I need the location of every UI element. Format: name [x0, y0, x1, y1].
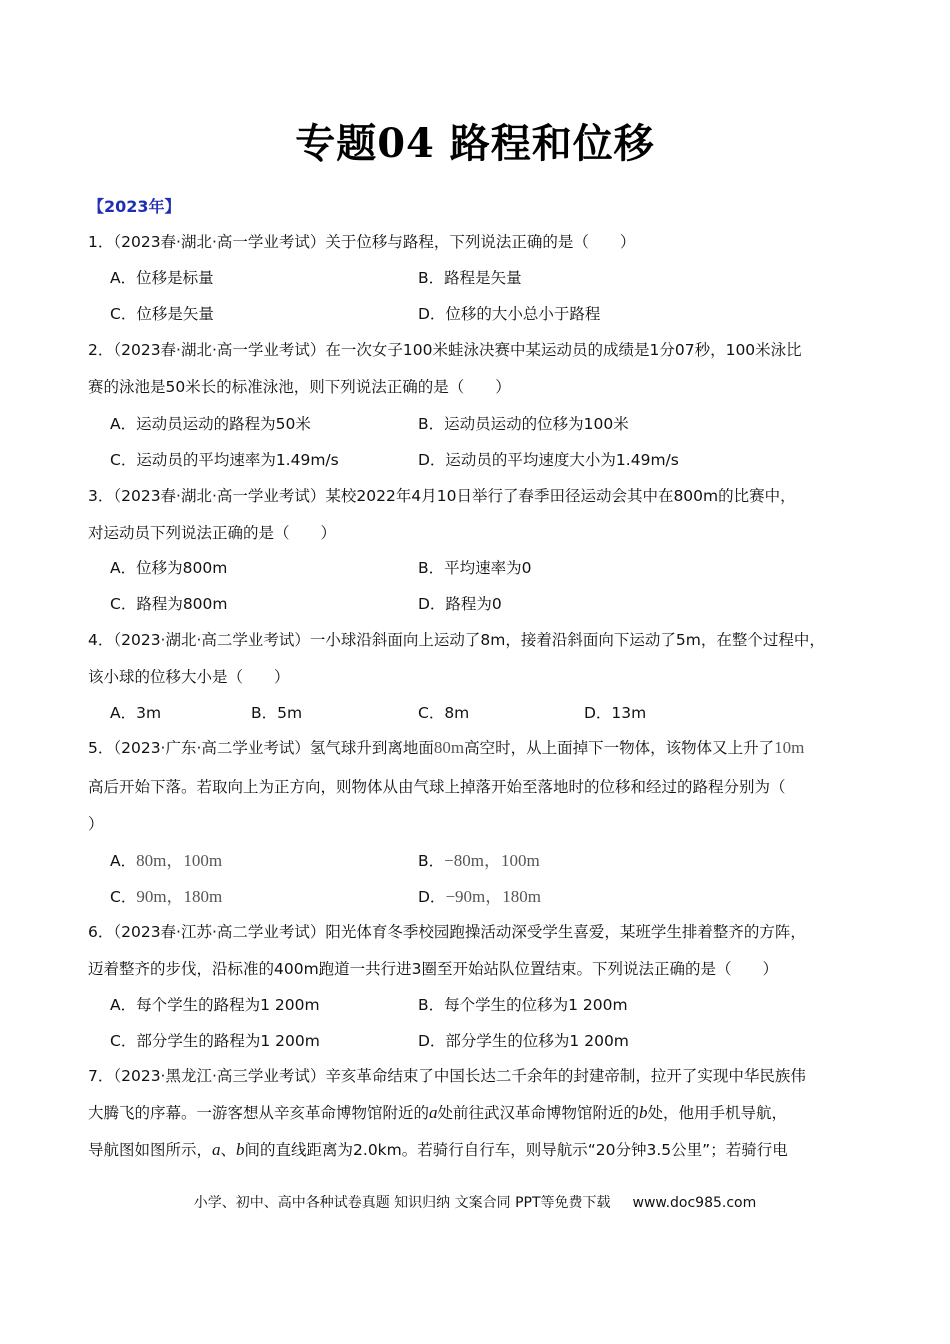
question-5-option-b	[418, 846, 540, 871]
question-5-stem-line-1	[88, 736, 804, 758]
question-3-stem-line-2: 对运动员下列说法正确的是（ ）	[88, 524, 337, 542]
question-5-option-c	[110, 882, 222, 907]
footer-link[interactable]: www.doc985.com	[632, 1195, 757, 1211]
question-6-option-d: D．部分学生的位移为1 200m	[418, 1032, 629, 1050]
question-2-stem-line-1: 2．（2023春·湖北·高一学业考试）在一次女子100米蛙泳决赛中某运动员的成绩是1分07秒，100米泳比	[88, 341, 802, 359]
footer-text: 小学、初中、高中各种试卷真题 知识归纳 文案合同 PPT等免费下载	[193, 1195, 611, 1211]
variable-a: a	[429, 1103, 438, 1122]
question-7-stem-line-3	[88, 1138, 788, 1160]
question-2-option-a: A．运动员运动的路程为50米	[110, 415, 311, 433]
question-3-option-a: A．位移为800m	[110, 559, 228, 577]
option-a-label: A．	[110, 852, 137, 870]
question-3-stem-line-1: 3．（2023春·湖北·高一学业考试）某校2022年4月10日举行了春季田径运动会其中在800m的比赛中，	[88, 487, 796, 505]
question-5-stem-line-2: 高后开始下落。若取向上为正方向，则物体从由气球上掉落开始至落地时的位移和经过的路程分别为（	[88, 778, 786, 796]
question-5-stem-part-2: 高空时，从上面掉下一物体，该物体又上升了	[464, 739, 775, 757]
variable-b: b	[639, 1103, 648, 1122]
question-2-option-d: D．运动员的平均速度大小为1.49m/s	[418, 451, 679, 469]
page-title: 专题04 路程和位移	[295, 120, 655, 167]
question-6-option-c: C．部分学生的路程为1 200m	[110, 1032, 320, 1050]
math-10m: 10m	[774, 738, 805, 757]
option-a-value: 80m，100m	[136, 851, 223, 870]
question-7-line-3-part-2: 、	[220, 1141, 237, 1159]
option-b-label: B．	[418, 852, 445, 870]
variable-b: b	[236, 1140, 245, 1159]
question-2-stem-line-2: 赛的泳池是50米长的标准泳池，则下列说法正确的是（ ）	[88, 378, 511, 396]
question-3-option-b: B．平均速率为0	[418, 559, 532, 577]
option-d-label: D．	[418, 888, 446, 906]
math-80m: 80m	[433, 738, 465, 757]
variable-a: a	[212, 1140, 221, 1159]
year-section-tag: 【2023年】	[88, 197, 181, 216]
question-4-option-c: C．8m	[418, 704, 470, 722]
question-4-option-a: A．3m	[110, 704, 162, 722]
question-6-option-a: A．每个学生的路程为1 200m	[110, 996, 320, 1014]
question-7-line-3-part-3: 间的直线距离为2.0km。若骑行自行车，则导航示“20分钟3.5公里”；若骑行电	[244, 1141, 788, 1159]
question-1-option-d: D．位移的大小总小于路程	[418, 305, 601, 323]
option-c-label: C．	[110, 888, 137, 906]
question-6-stem-line-1: 6．（2023春·江苏·高二学业考试）阳光体育冬季校园跑操活动深受学生喜爱，某班学生排着整齐的方阵，	[88, 923, 806, 941]
question-2-option-c: C．运动员的平均速率为1.49m/s	[110, 451, 339, 469]
question-5-option-a	[110, 846, 222, 871]
question-5-stem-part-1: 5．（2023·广东·高二学业考试）氢气球升到离地面	[88, 739, 434, 757]
question-7-line-2-part-3: 处，他用手机导航，	[647, 1104, 788, 1122]
question-7-stem-line-1: 7．（2023·黑龙江·高三学业考试）辛亥革命结束了中国长达二千余年的封建帝制，拉开了实现中华民族伟	[88, 1067, 806, 1085]
question-7-line-2-part-1: 大腾飞的序幕。一游客想从辛亥革命博物馆附近的	[88, 1104, 430, 1122]
question-4-option-b: B．5m	[251, 704, 303, 722]
option-b-value: −80m，100m	[444, 851, 540, 870]
question-5-option-d	[418, 882, 541, 907]
question-4-stem-line-2: 该小球的位移大小是（ ）	[88, 668, 290, 686]
question-5-stem-line-3: ）	[88, 815, 104, 833]
question-7-line-2-part-2: 处前往武汉革命博物馆附近的	[437, 1104, 640, 1122]
page-footer	[0, 1192, 950, 1212]
question-1-option-b: B．路程是矢量	[418, 269, 522, 287]
question-4-stem-line-1: 4．（2023·湖北·高二学业考试）一小球沿斜面向上运动了8m，接着沿斜面向下运动了5m，在整个过程中，	[88, 631, 825, 649]
question-6-stem-line-2: 迈着整齐的步伐，沿标准的400m跑道一共行进3圈至开始站队位置结束。下列说法正确的是（ ）	[88, 960, 779, 978]
question-3-option-c: C．路程为800m	[110, 595, 228, 613]
question-6-option-b: B．每个学生的位移为1 200m	[418, 996, 628, 1014]
question-3-option-d: D．路程为0	[418, 595, 502, 613]
option-c-value: 90m，180m	[136, 887, 223, 906]
question-1-option-a: A．位移是标量	[110, 269, 214, 287]
question-4-option-d: D．13m	[584, 704, 647, 722]
question-2-option-b: B．运动员运动的位移为100米	[418, 415, 629, 433]
question-7-line-3-part-1: 导航图如图所示，	[88, 1141, 213, 1159]
question-7-stem-line-2	[88, 1101, 787, 1123]
question-1-option-c: C．位移是矢量	[110, 305, 214, 323]
option-d-value: −90m，180m	[445, 887, 541, 906]
question-1-stem: 1．（2023春·湖北·高一学业考试）关于位移与路程，下列说法正确的是（ ）	[88, 233, 636, 251]
